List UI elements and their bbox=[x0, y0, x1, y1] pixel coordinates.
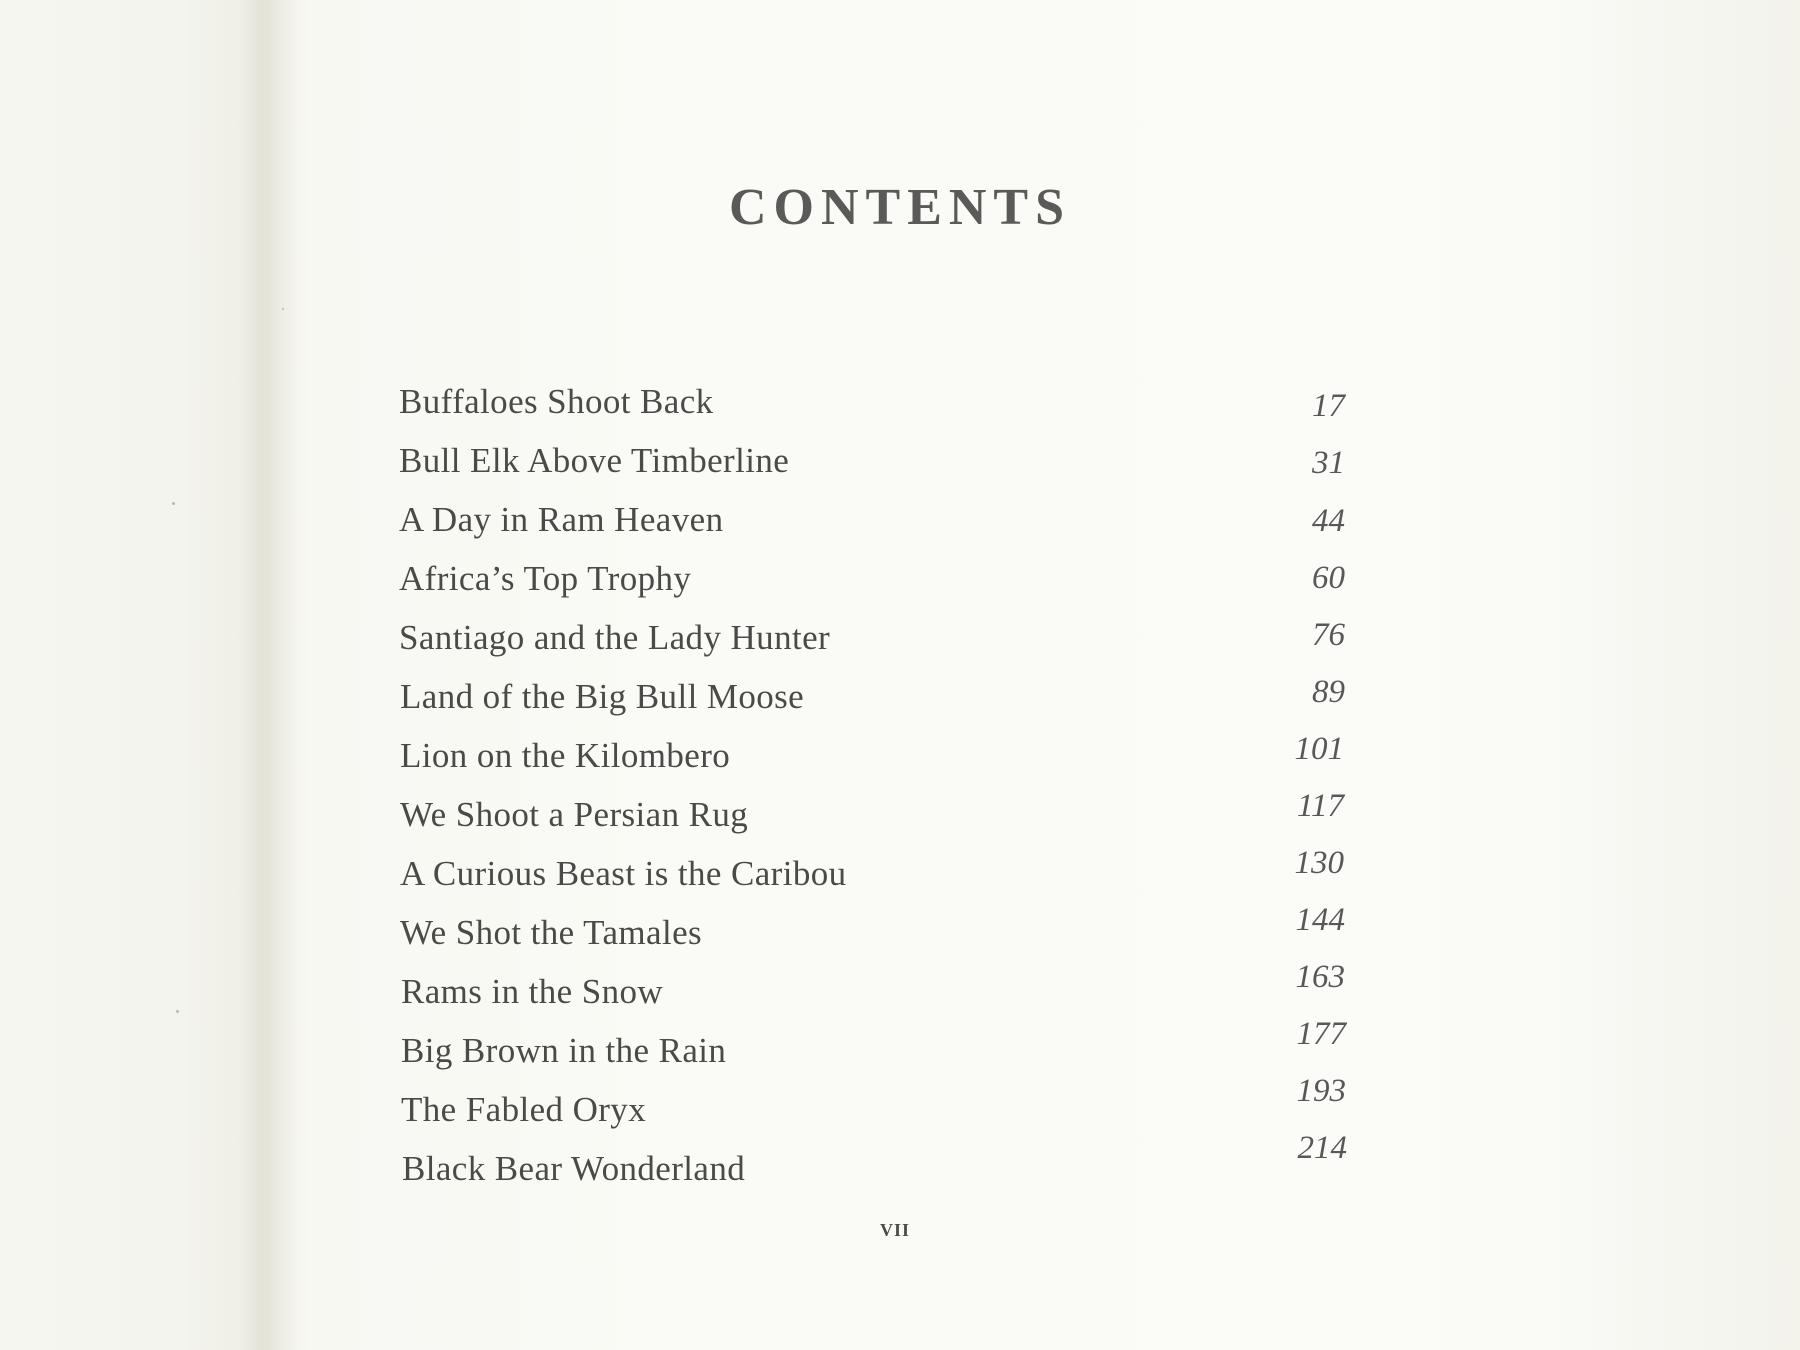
chapter-title: The Fabled Oryx bbox=[401, 1090, 647, 1129]
chapter-page-number: 117 bbox=[1296, 788, 1344, 824]
chapter-title: We Shoot a Persian Rug bbox=[400, 795, 749, 834]
chapter-title: Rams in the Snow bbox=[401, 972, 664, 1011]
page-folio: VII bbox=[879, 1220, 910, 1240]
chapter-page-number: 17 bbox=[1312, 388, 1345, 424]
chapter-page-number: 193 bbox=[1296, 1073, 1346, 1109]
toc-entry bbox=[300, 959, 1600, 1022]
chapter-title: Lion on the Kilombero bbox=[400, 736, 731, 775]
contents-page bbox=[300, 0, 1600, 1350]
toc-entry bbox=[300, 382, 1600, 432]
toc-entry bbox=[300, 902, 1600, 963]
chapter-page-number: 163 bbox=[1295, 959, 1345, 995]
chapter-page-number: 130 bbox=[1294, 845, 1344, 881]
chapter-page-number: 144 bbox=[1295, 902, 1345, 938]
paper-speck bbox=[172, 502, 175, 505]
toc-entry bbox=[300, 1016, 1600, 1081]
toc-entry bbox=[300, 788, 1600, 845]
chapter-title: A Day in Ram Heaven bbox=[399, 500, 724, 539]
chapter-title: A Curious Beast is the Caribou bbox=[400, 854, 847, 893]
chapter-page-number: 101 bbox=[1294, 731, 1344, 767]
chapter-page-number: 31 bbox=[1312, 445, 1345, 481]
toc-entry bbox=[300, 1073, 1600, 1140]
chapter-title: Bull Elk Above Timberline bbox=[399, 441, 790, 480]
chapter-page-number: 177 bbox=[1296, 1016, 1346, 1052]
page-title: CONTENTS bbox=[728, 179, 1072, 236]
toc-entry bbox=[300, 500, 1600, 550]
toc-entry bbox=[300, 731, 1600, 786]
chapter-page-number: 214 bbox=[1297, 1130, 1347, 1166]
chapter-title: Black Bear Wonderland bbox=[402, 1149, 746, 1188]
toc-entry bbox=[300, 674, 1600, 727]
toc-entry bbox=[300, 845, 1600, 904]
toc-entry bbox=[300, 559, 1600, 609]
book-gutter-shadow bbox=[240, 0, 300, 1350]
toc-entry bbox=[300, 618, 1600, 668]
toc-entry bbox=[300, 1130, 1600, 1199]
chapter-page-number: 76 bbox=[1312, 617, 1345, 653]
table-of-contents bbox=[300, 0, 1600, 1250]
chapter-page-number: 89 bbox=[1312, 674, 1345, 710]
toc-entry bbox=[300, 441, 1600, 491]
paper-speck bbox=[282, 308, 284, 310]
paper-speck bbox=[176, 1010, 179, 1013]
chapter-title: Land of the Big Bull Moose bbox=[400, 677, 805, 716]
chapter-page-number: 44 bbox=[1312, 503, 1345, 539]
chapter-title: Africa’s Top Trophy bbox=[399, 559, 692, 598]
chapter-title: We Shot the Tamales bbox=[400, 913, 703, 952]
chapter-title: Santiago and the Lady Hunter bbox=[399, 618, 831, 657]
chapter-title: Big Brown in the Rain bbox=[401, 1031, 727, 1070]
chapter-title: Buffaloes Shoot Back bbox=[399, 382, 714, 421]
chapter-page-number: 60 bbox=[1312, 560, 1345, 596]
page-edge-shading bbox=[1580, 0, 1800, 1350]
